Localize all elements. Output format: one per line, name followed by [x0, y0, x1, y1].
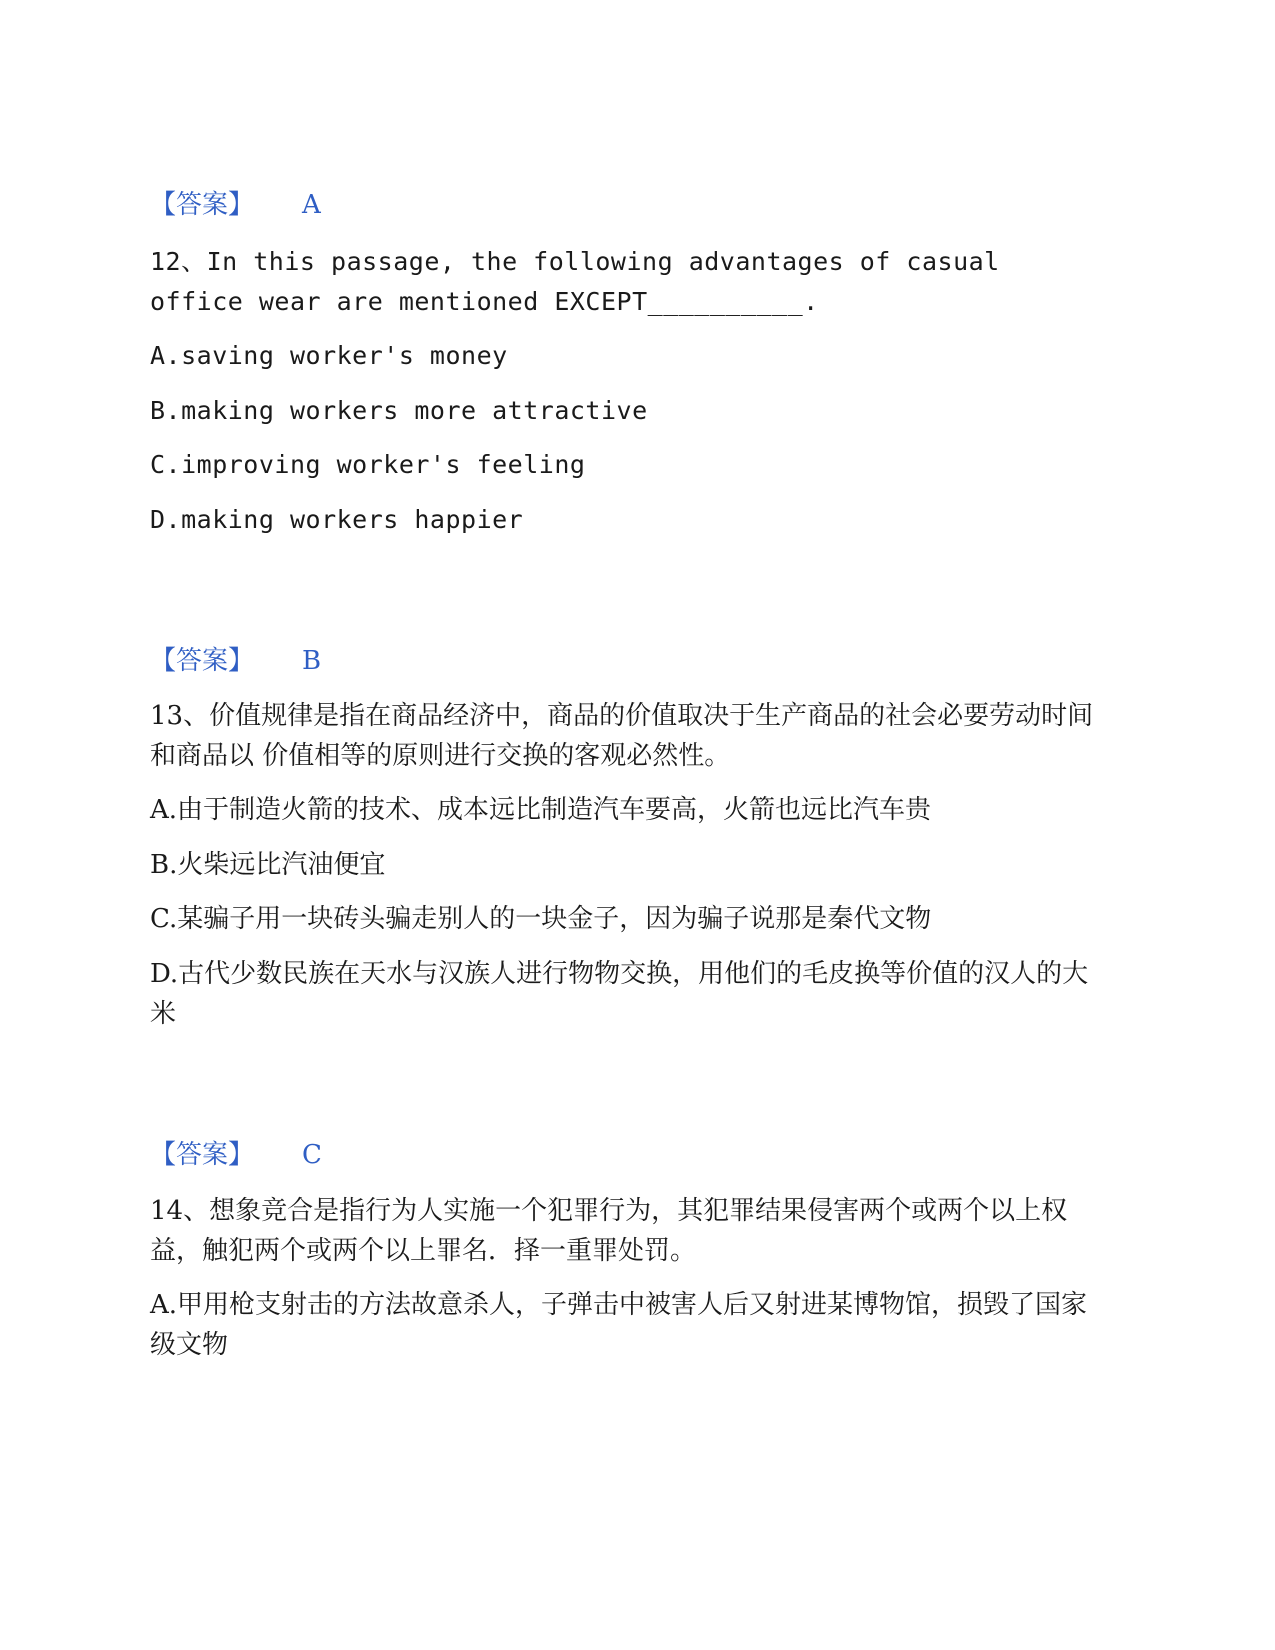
question-14-stem: 14、想象竞合是指行为人实施一个犯罪行为，其犯罪结果侵害两个或两个以上权益，触犯两个或两个以上罪名．择一重罪处罚。 — [150, 1196, 1068, 1266]
question-13-option-a: A.由于制造火箭的技术、成本远比制造汽车要高，火箭也远比汽车贵 — [150, 795, 932, 825]
question-13-option-d: D.古代少数民族在天水与汉族人进行物物交换，用他们的毛皮换等价值的汉人的大米 — [150, 959, 1089, 1029]
answer-line-1 — [150, 188, 321, 222]
answer-value: C — [302, 1140, 322, 1170]
question-12-option-b: B.making workers more attractive — [150, 396, 648, 425]
answer-value: B — [302, 646, 322, 676]
question-13-option-b: B.火柴远比汽油便宜 — [150, 850, 386, 880]
question-13-option-c: C.某骗子用一块砖头骗走别人的一块金子，因为骗子说那是秦代文物 — [150, 904, 932, 934]
answer-line-2 — [150, 644, 321, 678]
question-12-option-d: D.making workers happier — [150, 505, 524, 534]
question-12-option-a: A.saving worker's money — [150, 341, 508, 370]
answer-value: A — [302, 190, 321, 220]
answer-label: 【答案】 — [150, 646, 255, 676]
answer-label: 【答案】 — [150, 190, 255, 220]
question-14-option-a: A.甲用枪支射击的方法故意杀人，子弹击中被害人后又射进某博物馆，损毁了国家级文物 — [150, 1290, 1088, 1360]
answer-label: 【答案】 — [150, 1140, 255, 1170]
question-13-stem: 13、价值规律是指在商品经济中，商品的价值取决于生产商品的社会必要劳动时间和商品以 价值相等的原则进行交换的客观必然性。 — [150, 701, 1094, 771]
question-12-stem: 12、In this passage, the following advantages of casual office wear are mentioned EXCEPT__________. — [150, 247, 1000, 316]
answer-line-3 — [150, 1138, 322, 1172]
question-12-option-c: C.improving worker's feeling — [150, 450, 586, 479]
